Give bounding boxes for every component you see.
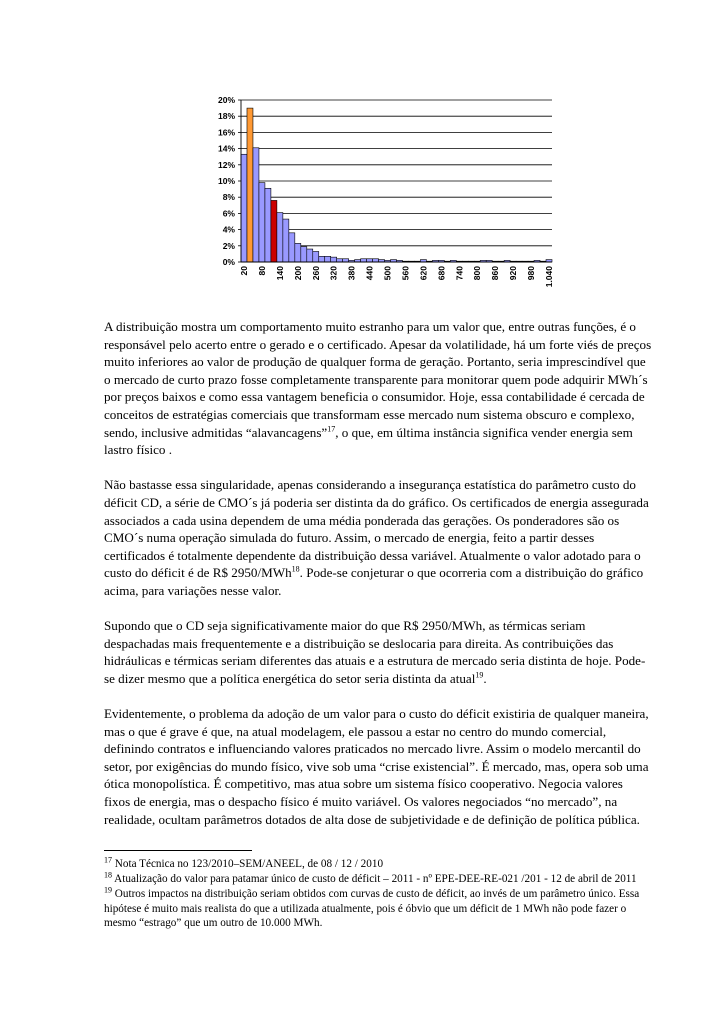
cmo-distribution-chart (0, 0, 728, 310)
paragraph (104, 705, 652, 828)
paragraph (104, 318, 652, 459)
y-tick-label: 10% (217, 176, 235, 186)
y-tick-label: 4% (222, 224, 235, 235)
y-tick-label: 12% (217, 159, 235, 170)
x-tick-label: 380 (346, 266, 357, 281)
x-tick-label: 500 (382, 266, 393, 281)
bar (337, 259, 343, 262)
paragraph-text: Supondo que o CD seja significativamente maior do que R$ 2950/MWh, as térmicas seriam despachadas mais frequentemente e a distribuição se deslocaria para direita. As contribuições das hidráulicas e térmicas seriam diferentes das atuais e a estrutura de mercado seria distinta de hoje. Pode-se dizer mesmo que a política energética do setor seria distinta da atual (104, 618, 646, 686)
x-tick-label: 440 (364, 266, 375, 281)
y-tick-label: 16% (217, 127, 235, 138)
y-tick-label: 2% (222, 240, 235, 251)
bar (361, 259, 367, 262)
bar (307, 249, 313, 262)
footnote-reference[interactable]: 17 (327, 424, 336, 434)
bar (295, 243, 301, 262)
paragraph-text: , o que, em última instância significa vender energia sem lastro físico . (104, 424, 633, 458)
paragraph-text: Não bastasse essa singularidade, apenas considerando a insegurança estatística do parâmetro custo do déficit CD, a série de CMO´s já poderia ser distinta da do gráfico. Os certificados de energia assegurada associados a cada usina dependem de uma média ponderada das gerações. Os ponderadores são os CMO´s numa operação simulada do futuro. Assim, o mercado de energia, feito a partir desses certificados é totalmente dependente da distribuição dessa variável. Atualmente o valor adotado para o custo do déficit é de R$ 2950/MWh (104, 477, 649, 581)
y-tick-label: 20% (217, 95, 235, 105)
y-tick-label: 14% (217, 143, 235, 154)
paragraph-text: A distribuição mostra um comportamento muito estranho para um valor que, entre outras funções, é o responsável pelo acerto entre o gerado e o certificado. Apesar da volatilidade, há um forte viés de preços muito inferiores ao valor de produção de qualquer forma de geração. Portanto, seria imprescindível que o mercado de curto prazo fosse completamente transparente para monitorar quem pode adquirir MWh´s por preços baixos e como essa vantagem beneficia o consumidor. Hoje, essa contabilidade é cercada de conceitos de estratégias comerciais que transformam esse mercado num sistema obscuro e complexo, sendo, inclusive admitidas “alavancagens” (104, 319, 652, 440)
bar (259, 183, 265, 262)
x-tick-label: 80 (256, 266, 267, 276)
y-tick-label: 0% (222, 257, 235, 267)
footnote-number: 19 (104, 885, 112, 895)
x-tick-label: 800 (472, 266, 483, 281)
bar (289, 233, 295, 262)
paragraph-text: . Pode-se conjeturar o que ocorreria com a distribuição do gráfico acima, para variações nesse valor. (104, 565, 644, 598)
footnote-reference[interactable]: 19 (475, 670, 484, 680)
footnote (104, 857, 652, 871)
bar (271, 200, 277, 262)
y-tick-label: 18% (217, 111, 235, 122)
x-tick-label: 560 (400, 266, 411, 281)
x-tick-label: 620 (418, 266, 429, 281)
paragraph-text: Evidentemente, o problema da adoção de um valor para o custo do déficit existiria de qualquer maneira, mas o que é grave é que, na atual modelagem, ele passou a estar no centro do mundo comercial, definindo contratos e influenciando valores praticados no mercado livre. Assim o modelo mercantil do setor, por exigências do mundo físico, vive sob uma “crise existencial”. É mercado, mas, opera sob uma ótica monopolística. É competitivo, mas atua sobre um sistema físico cooperativo. Negocia valores fixos de energia, mas o despacho físico é muito variável. Os valores negociados “no mercado”, na realidade, ocultam parâmetros dotados de alta dose de subjetividade e de definição de política pública. (104, 706, 649, 827)
x-tick-label: 680 (436, 266, 447, 281)
bar (325, 256, 331, 262)
footnote (104, 887, 652, 930)
footnote-text: Atualização do valor para patamar único de custo de déficit – 2011 - nº EPE-DEE-RE-021 /201 - 12 de abril de 2011 (112, 873, 637, 886)
x-tick-label: 980 (526, 266, 537, 281)
bar (283, 219, 289, 262)
bar (373, 259, 379, 262)
footnote-text: Nota Técnica no 123/2010–SEM/ANEEL, de 08 / 12 / 2010 (112, 858, 384, 870)
bar (319, 256, 325, 262)
footnotes (104, 857, 652, 931)
footnote (104, 872, 652, 886)
bar (313, 251, 319, 262)
paragraph-text: . (483, 670, 487, 686)
x-tick-label: 260 (310, 266, 321, 281)
footnote-number: 17 (104, 855, 112, 865)
bar (253, 148, 259, 262)
bar (265, 188, 271, 262)
footnote-text: Outros impactos na distribuição seriam obtidos com curvas de custo de déficit, ao invés de um parâmetro único. Essa hipótese é muito mais realista do que a utilizada atualmente, pois é óbvio que um déficit de 1 MWh não pode fazer o mesmo “estrago” que um outro de 10.000 MWh. (104, 888, 640, 929)
x-tick-label: 320 (328, 266, 339, 281)
bar (277, 213, 283, 262)
bar (247, 108, 253, 262)
x-tick-label: 140 (274, 266, 285, 281)
footnote-separator (104, 850, 252, 851)
bar (301, 247, 307, 262)
paragraph (104, 617, 652, 687)
x-tick-label: 20 (238, 266, 249, 276)
bar (241, 154, 247, 262)
x-tick-label: 740 (454, 266, 465, 281)
x-tick-label: 860 (490, 266, 501, 281)
x-tick-label: 200 (292, 266, 303, 281)
y-tick-label: 6% (222, 208, 235, 219)
y-tick-label: 8% (222, 192, 235, 203)
footnote-reference[interactable]: 18 (291, 564, 300, 574)
x-tick-label: 920 (508, 266, 519, 281)
footnote-number: 18 (104, 870, 112, 880)
bar (343, 259, 349, 262)
bar (331, 257, 337, 262)
body-text (104, 318, 652, 846)
bar (367, 259, 373, 262)
x-tick-label: 1.040 (544, 266, 555, 288)
paragraph (104, 476, 652, 599)
